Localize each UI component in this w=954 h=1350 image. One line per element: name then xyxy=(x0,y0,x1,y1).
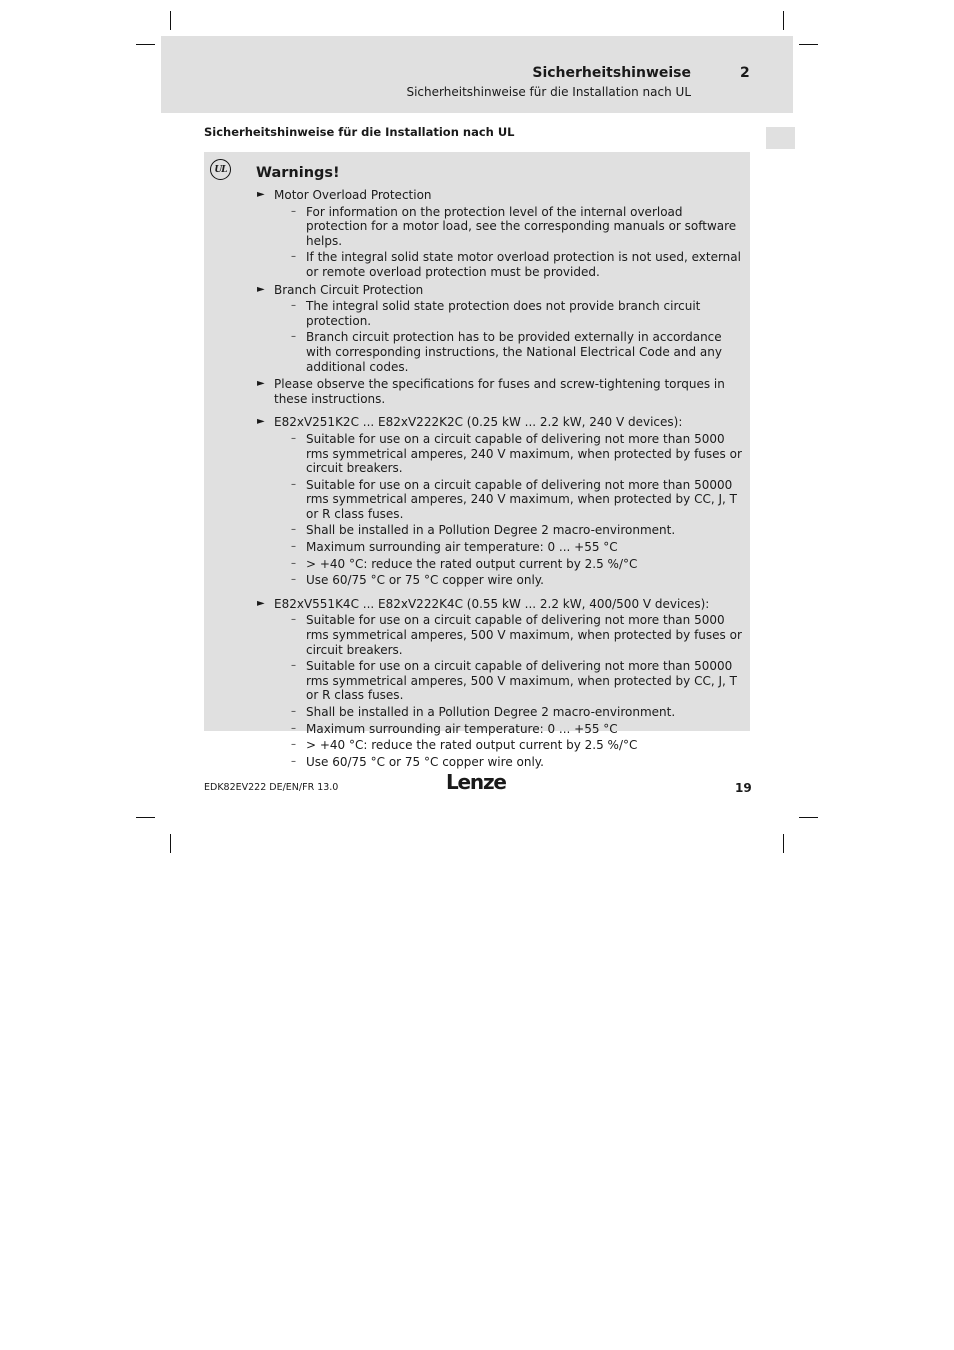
dash-item: – Maximum surrounding air temperature: 0 ... +55 °C xyxy=(291,721,618,736)
crop-mark xyxy=(170,834,171,853)
chapter-header-band xyxy=(161,36,793,113)
bullet-item xyxy=(256,415,744,588)
crop-mark xyxy=(136,44,155,45)
bullet-triangle-icon: ► xyxy=(257,416,265,428)
crop-mark xyxy=(799,44,818,45)
crop-mark xyxy=(783,11,784,30)
bullet-text: E82xV551K4C ... E82xV222K4C (0.55 kW ... 2.2 kW, 400/500 V devices): xyxy=(274,596,710,611)
ul-mark-icon: UL xyxy=(210,159,231,180)
warning-content xyxy=(256,188,744,772)
bullet-triangle-icon: ► xyxy=(257,189,265,200)
bullet-item xyxy=(256,188,744,280)
dash-item: – Use 60/75 °C or 75 °C copper wire only. xyxy=(291,573,544,588)
dash-item: – Suitable for use on a circuit capable of delivering not more than 5000 rms symmetrical amperes, 240 V maximum, when protected by fuses or circuit breakers. xyxy=(291,431,742,476)
dash-item: – Use 60/75 °C or 75 °C copper wire only. xyxy=(291,754,544,769)
bullet-item xyxy=(256,283,744,375)
page-number: 19 xyxy=(735,781,752,795)
dash-item: – > +40 °C: reduce the rated output current by 2.5 %/°C xyxy=(291,738,638,753)
dash-item: – For information on the protection level of the internal overload protection for a motor load, see the corresponding manuals or software helps. xyxy=(291,204,737,248)
dash-item: – Suitable for use on a circuit capable of delivering not more than 50000 rms symmetrical amperes, 500 V maximum, when protected by CC, J, T or R class fuses. xyxy=(291,659,737,703)
dash-item: – Shall be installed in a Pollution Degree 2 macro-environment. xyxy=(291,705,676,719)
bullet-item xyxy=(256,597,744,770)
chapter-title: Sicherheitshinweise xyxy=(532,65,691,81)
bullet-text: Branch Circuit Protection xyxy=(274,282,424,297)
chapter-side-tab xyxy=(766,127,795,149)
lenze-logo: Lenze xyxy=(446,770,506,794)
warning-title: Warnings! xyxy=(256,165,340,181)
chapter-subtitle: Sicherheitshinweise für die Installation nach UL xyxy=(406,85,691,99)
bullet-text: Please observe the specifications for fuses and screw-tightening torques in these instructions. xyxy=(274,377,725,406)
bullet-item xyxy=(256,377,744,406)
document-code: EDK82EV222 DE/EN/FR 13.0 xyxy=(204,782,339,793)
bullet-text: Motor Overload Protection xyxy=(274,188,432,202)
chapter-number: 2 xyxy=(740,65,750,81)
dash-item: – Suitable for use on a circuit capable of delivering not more than 5000 rms symmetrical amperes, 500 V maximum, when protected by fuses or circuit breakers. xyxy=(291,613,742,657)
dash-item: – Branch circuit protection has to be provided externally in accordance with corresponding instructions, the National Electrical Code and any additional codes. xyxy=(291,330,722,374)
bullet-triangle-icon: ► xyxy=(257,597,265,609)
dash-item: – Shall be installed in a Pollution Degree 2 macro-environment. xyxy=(291,523,676,538)
dash-item: – The integral solid state protection does not provide branch circuit protection. xyxy=(291,299,701,328)
dash-item: – Suitable for use on a circuit capable of delivering not more than 50000 rms symmetrical amperes, 240 V maximum, when protected by CC, J, T or R class fuses. xyxy=(291,477,737,521)
bullet-triangle-icon: ► xyxy=(257,378,265,390)
dash-item: – If the integral solid state motor overload protection is not used, external or remote overload protection must be provided. xyxy=(291,250,741,279)
crop-mark xyxy=(136,817,155,818)
section-heading: Sicherheitshinweise für die Installation nach UL xyxy=(204,125,515,139)
bullet-triangle-icon: ► xyxy=(257,283,265,295)
bullet-text: E82xV251K2C ... E82xV222K2C (0.25 kW ... 2.2 kW, 240 V devices): xyxy=(274,415,683,430)
crop-mark xyxy=(170,11,171,30)
dash-item: – Maximum surrounding air temperature: 0 ... +55 °C xyxy=(291,540,618,555)
dash-item: – > +40 °C: reduce the rated output current by 2.5 %/°C xyxy=(291,556,638,571)
crop-mark xyxy=(783,834,784,853)
crop-mark xyxy=(799,817,818,818)
